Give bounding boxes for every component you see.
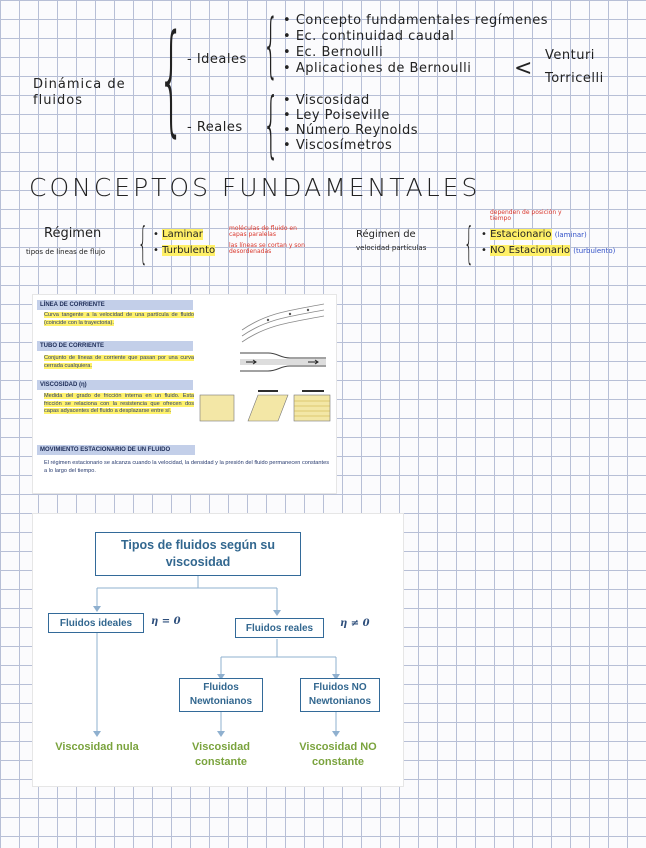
- newtonianos-box: Fluidos Newtonianos: [179, 678, 263, 712]
- viscosidad-constante: Viscosidad constante: [192, 741, 250, 768]
- fluid-types-diagram: [33, 514, 403, 786]
- list-item: • Viscosímetros: [283, 138, 393, 153]
- no-newtonianos-box: Fluidos NO Newtonianos: [300, 678, 380, 712]
- diagram-title-box: Tipos de fluidos según su viscosidad: [95, 532, 301, 576]
- section-title: TUBO DE CORRIENTE: [37, 341, 193, 351]
- list-item: • Ec. Bernoulli: [283, 45, 384, 60]
- ideales-brace: {: [263, 4, 279, 86]
- bernoulli-branch: <: [514, 56, 533, 81]
- reales-label: - Reales: [187, 120, 243, 135]
- eta-reales: η ≠ 0: [340, 618, 370, 629]
- reales-brace: {: [263, 82, 280, 166]
- reales-list: [283, 93, 418, 153]
- concept-card: [33, 295, 336, 493]
- no-estacionario-item: • NO Estacionario (turbulento): [481, 245, 616, 256]
- ideales-label: - Ideales: [187, 52, 247, 67]
- regimen-left-subtitle: tipos de líneas de flujo: [26, 248, 106, 256]
- regimen-right-brace: {: [464, 218, 474, 269]
- viscosidad-nula: Viscosidad nula: [55, 741, 139, 753]
- section-text: El régimen estacionario se alcanza cuando la velocidad, la densidad y la presión del fluido permanecen constantes a lo largo del tiempo.: [44, 460, 329, 474]
- viscosidad-no-constante: Viscosidad NO constante: [299, 741, 377, 768]
- torricelli-label: Torricelli: [545, 71, 604, 86]
- depends-note: dependen de posición y tiempo: [490, 209, 562, 222]
- section-text: Medida del grado de fricción interna en un fluido. Esta fricción se relaciona con la resistencia que ofrecen dos capas adyacentes del fluido a desplazarse entre sí.: [44, 393, 194, 414]
- topic-brace: {: [158, 10, 185, 149]
- turbulento-item: • Turbulento: [153, 245, 216, 256]
- regimen-left-brace: {: [138, 218, 148, 269]
- tube-illustration: [238, 347, 328, 377]
- laminar-note: moléculas de fluido en capas paralelas: [229, 225, 297, 238]
- regimen-right-subtitle: velocidad partículas: [356, 244, 427, 252]
- regimen-right-title: Régimen de: [356, 229, 416, 240]
- turbulento-note: las líneas se cortan y son desordenadas: [229, 242, 305, 255]
- venturi-label: Venturi: [545, 48, 595, 63]
- laminar-item: • Laminar: [153, 229, 203, 240]
- estacionario-item: • Estacionario (laminar): [481, 229, 587, 240]
- list-item: • Ley Poiseville: [283, 108, 390, 123]
- viscosity-illustration: [198, 387, 332, 425]
- list-item: • Aplicaciones de Bernoulli: [283, 61, 472, 76]
- fluidos-ideales-box: Fluidos ideales: [48, 613, 144, 633]
- eta-ideales: η = 0: [151, 616, 181, 627]
- list-item: • Concepto fundamentales regímenes: [283, 13, 549, 28]
- ideales-list: [283, 13, 548, 77]
- concepts-heading: CONCEPTOS FUNDAMENTALES: [29, 173, 481, 202]
- regimen-left-title: Régimen: [44, 226, 102, 241]
- section-title: LÍNEA DE CORRIENTE: [37, 300, 193, 310]
- topic-title: Dinámica de fluidos: [33, 77, 126, 108]
- list-item: • Ec. continuidad caudal: [283, 29, 455, 44]
- fluidos-reales-box: Fluidos reales: [235, 618, 324, 638]
- list-item: • Viscosidad: [283, 93, 370, 108]
- list-item: • Número Reynolds: [283, 123, 419, 138]
- section-title: VISCOSIDAD (η): [37, 380, 193, 390]
- section-title: MOVIMIENTO ESTACIONARIO DE UN FLUIDO: [37, 445, 195, 455]
- section-text: Conjunto de líneas de corriente que pasan por una curva cerrada cualquiera.: [44, 355, 194, 369]
- section-text: Curva tangente a la velocidad de una partícula de fluido (coincide con la trayectoria).: [44, 312, 194, 326]
- streamline-illustration: [238, 300, 328, 345]
